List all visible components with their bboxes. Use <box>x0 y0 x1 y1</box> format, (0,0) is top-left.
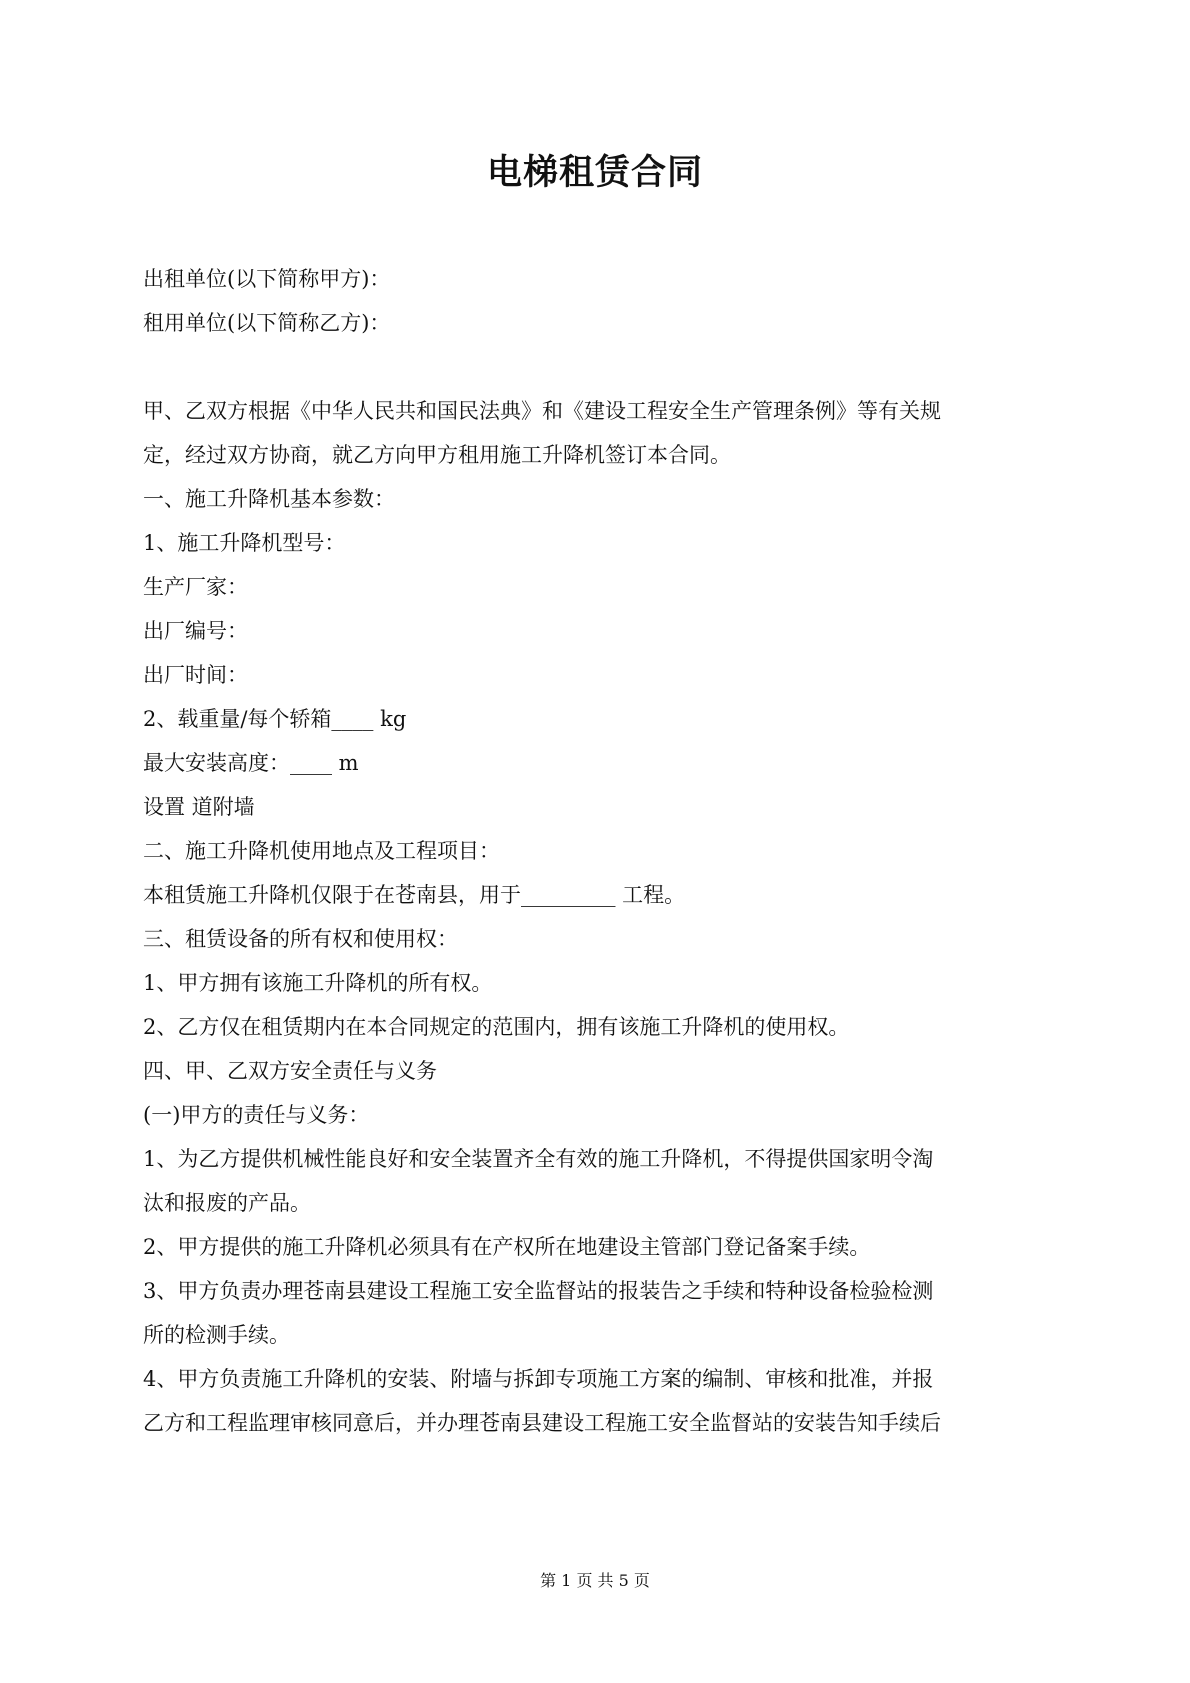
paragraph-line: 1、施工升降机型号： <box>143 531 346 555</box>
page-number: 第 1 页 共 5 页 <box>540 1571 650 1590</box>
paragraph-line: 1、为乙方提供机械性能良好和安全装置齐全有效的施工升降机，不得提供国家明令淘 <box>143 1147 934 1171</box>
paragraph-line: 所的检测手续。 <box>143 1323 290 1347</box>
section-heading: 四、甲、乙双方安全责任与义务 <box>143 1059 437 1083</box>
paragraph-line: 定，经过双方协商，就乙方向甲方租用施工升降机签订本合同。 <box>143 443 731 467</box>
lessor-line: 出租单位(以下简称甲方)： <box>143 267 391 291</box>
paragraph-line: 生产厂家： <box>143 575 248 599</box>
paragraph-line: 出厂时间： <box>143 663 248 687</box>
paragraph-line: 4、甲方负责施工升降机的安装、附墙与拆卸专项施工方案的编制、审核和批准，并报 <box>143 1367 934 1391</box>
paragraph-line: 出厂编号： <box>143 619 248 643</box>
paragraph-line: 2、载重量/每个轿箱____ kg <box>143 707 407 731</box>
paragraph-line: 2、甲方提供的施工升降机必须具有在产权所在地建设主管部门登记备案手续。 <box>143 1235 871 1259</box>
paragraph-line: 最大安装高度：____ m <box>143 751 359 775</box>
paragraph-line: 本租赁施工升降机仅限于在苍南县，用于_________ 工程。 <box>143 883 686 907</box>
section-heading: 三、租赁设备的所有权和使用权： <box>143 927 458 951</box>
paragraph-line: 甲、乙双方根据《中华人民共和国民法典》和《建设工程安全生产管理条例》等有关规 <box>143 399 941 423</box>
document-title: 电梯租赁合同 <box>486 152 703 193</box>
paragraph-line: 2、乙方仅在租赁期内在本合同规定的范围内，拥有该施工升降机的使用权。 <box>143 1015 850 1039</box>
section-heading: 一、施工升降机基本参数： <box>143 487 395 511</box>
subsection-heading: (一)甲方的责任与义务： <box>143 1103 370 1127</box>
lessee-line: 租用单位(以下简称乙方)： <box>143 311 391 335</box>
paragraph-line: 汰和报废的产品。 <box>143 1191 311 1215</box>
paragraph-line: 乙方和工程监理审核同意后，并办理苍南县建设工程施工安全监督站的安装告知手续后 <box>143 1411 941 1435</box>
paragraph-line: 设置 道附墙 <box>143 795 255 819</box>
paragraph-line: 3、甲方负责办理苍南县建设工程施工安全监督站的报装告之手续和特种设备检验检测 <box>143 1279 934 1303</box>
paragraph-line: 1、甲方拥有该施工升降机的所有权。 <box>143 971 493 995</box>
section-heading: 二、施工升降机使用地点及工程项目： <box>143 839 500 863</box>
